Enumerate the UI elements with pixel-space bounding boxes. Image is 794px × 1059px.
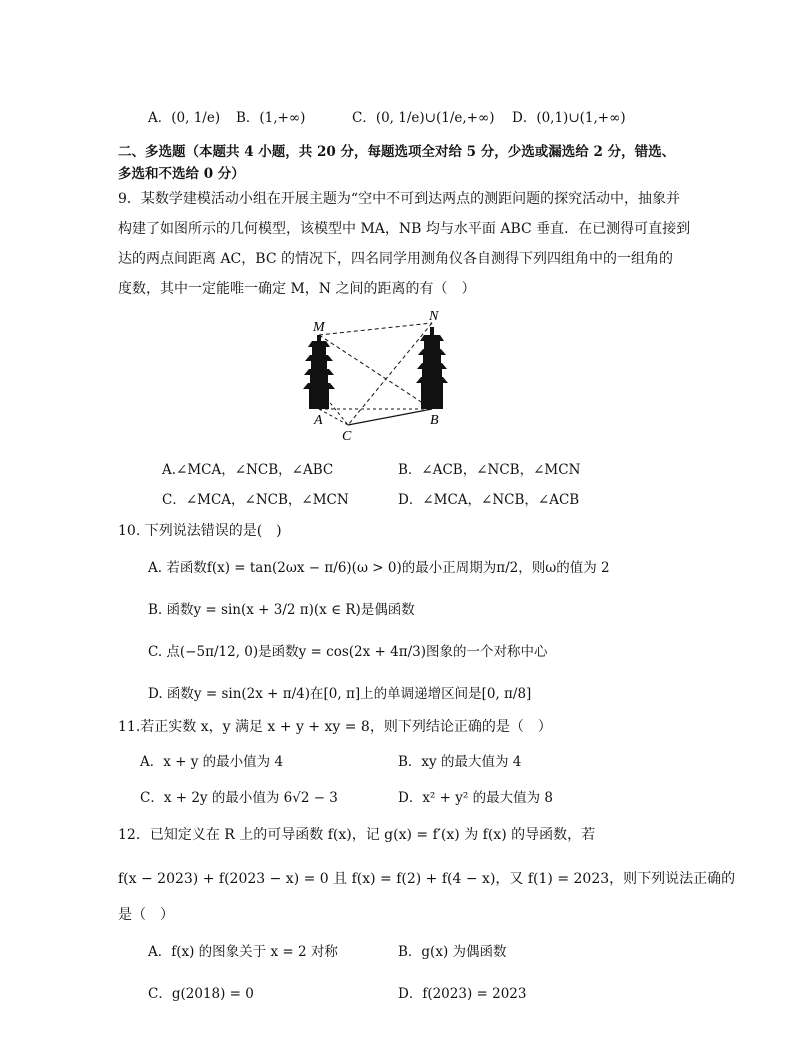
q10-option-b: B. 函数y = sin(x + 3/2 π)(x ∈ R)是偶函数 (148, 602, 415, 618)
right-pagoda (416, 327, 448, 409)
q11-option-b: B．xy 的最大值为 4 (398, 754, 522, 770)
label-n: N (429, 309, 439, 324)
q12-option-d: D．f(2023) = 2023 (398, 986, 527, 1002)
q10-option-c: C. 点(−5π/12, 0)是函数y = cos(2x + 4π/3)图象的一个对称中心 (148, 644, 548, 660)
q11-option-c: C．x + 2y 的最小值为 6√2 − 3 (140, 790, 338, 806)
q11-stem: 11.若正实数 x，y 满足 x + y + xy = 8，则下列结论正确的是（ ） (118, 719, 552, 735)
section-heading-line1: 二、多选题（本题共 4 小题，共 20 分，每题选项全对给 5 分，少选或漏选给 2 分，错选、 (118, 144, 676, 160)
q9-stem-line1: 9．某数学建模活动小组在开展主题为“空中不可到达两点的测距问题的探究活动中，抽象并 (118, 191, 681, 207)
q9-option-c: C．∠MCA，∠NCB，∠MCN (162, 492, 349, 508)
mn-dashed-line (319, 323, 432, 335)
nc-dashed-line (348, 323, 432, 425)
q11-option-a: A．x + y 的最小值为 4 (140, 754, 284, 770)
q12-option-b: B．g(x) 为偶函数 (398, 944, 507, 960)
left-pagoda (303, 335, 335, 409)
label-m: M (313, 320, 325, 335)
label-b: B (430, 413, 439, 428)
q8-option-c: C．(0, 1/e)∪(1/e,+∞) (352, 110, 495, 126)
q12-stem-line2: f(x − 2023) + f(2023 − x) = 0 且 f(x) = f(2) + f(4 − x)，又 f(1) = 2023，则下列说法正确的 (118, 871, 736, 887)
q9-option-b: B．∠ACB，∠NCB，∠MCN (398, 462, 581, 478)
q8-option-b: B．(1,+∞) (236, 110, 306, 126)
section-heading-line2: 多选和不选给 0 分） (118, 166, 245, 182)
q9-stem-line2: 构建了如图所示的几何模型，该模型中 MA，NB 均与水平面 ABC 垂直．在已测得可直接到 (118, 221, 691, 237)
q12-option-c: C．g(2018) = 0 (148, 986, 254, 1002)
q9-stem-line4: 度数，其中一定能唯一确定 M，N 之间的距离的有（ ） (118, 281, 476, 297)
q9-stem-line3: 达的两点间距离 AC，BC 的情况下，四名同学用测角仪各自测得下列四组角中的一组角的 (118, 251, 673, 267)
cb-line (348, 409, 432, 425)
label-a: A (314, 413, 323, 428)
ac-dashed-line (319, 409, 348, 425)
q8-option-d: D．(0,1)∪(1,+∞) (512, 110, 626, 126)
q10-option-d: D. 函数y = sin(2x + π/4)在[0, π]上的单调递增区间是[0, π/8] (148, 686, 532, 702)
label-c: C (342, 429, 352, 444)
mb-dashed-line (319, 335, 432, 409)
q9-option-d: D．∠MCA，∠NCB，∠ACB (398, 492, 580, 508)
q9-pagoda-figure (290, 305, 470, 445)
q11-option-d: D．x² + y² 的最大值为 8 (398, 790, 553, 806)
q8-option-a: A．(0, 1/e) (148, 110, 221, 126)
q10-stem: 10. 下列说法错误的是( ) (118, 523, 282, 539)
q12-stem-line3: 是（ ） (118, 907, 174, 923)
q12-option-a: A．f(x) 的图象关于 x = 2 对称 (148, 944, 338, 960)
q9-option-a: A.∠MCA，∠NCB，∠ABC (162, 462, 334, 478)
q10-option-a: A. 若函数f(x) = tan(2ωx − π/6)(ω > 0)的最小正周期为π/2，则ω的值为 2 (148, 560, 610, 576)
q12-stem-line1: 12．已知定义在 R 上的可导函数 f(x)，记 g(x) = f′(x) 为 f(x) 的导函数，若 (118, 827, 596, 843)
